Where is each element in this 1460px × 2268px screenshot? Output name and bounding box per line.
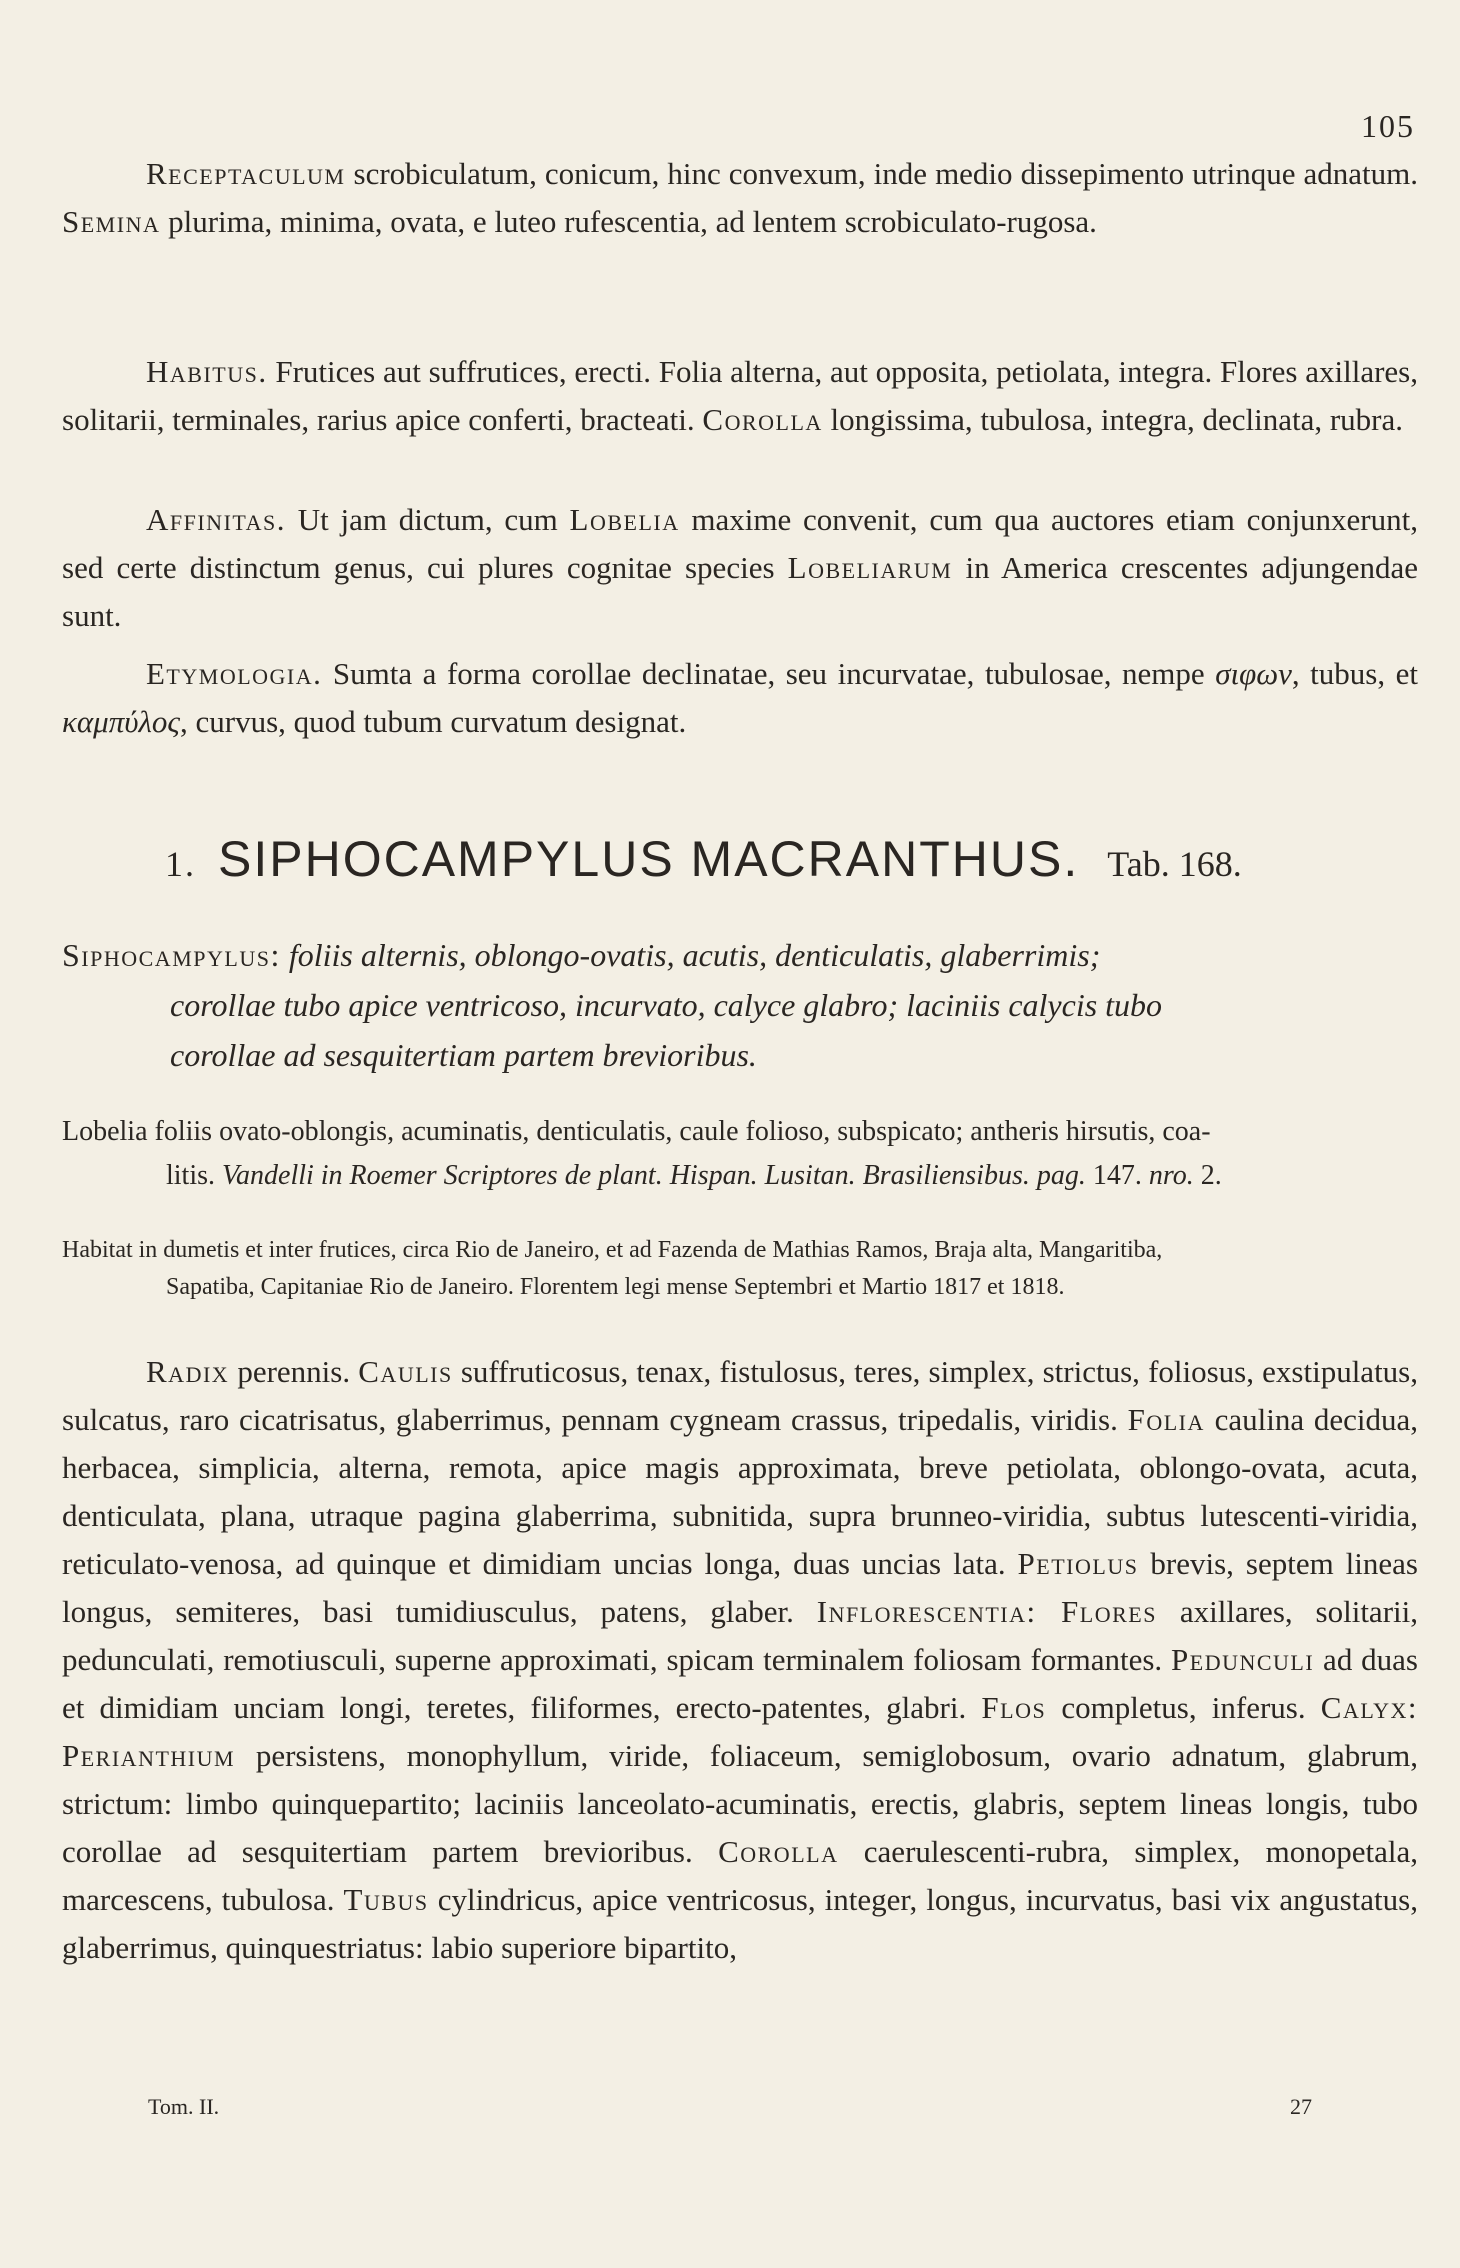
caulis-heading: Caulis — [358, 1354, 453, 1389]
etymologia-text: Sumta a forma corollae declinatae, seu incurvatae, tubulosae, nempe — [322, 656, 1216, 691]
volume-label: Tom. II. — [148, 2094, 220, 2119]
diagnosis-line-2: corollae tubo apice ventricoso, incurvato, calyce glabro; laciniis calycis tubo — [170, 987, 1163, 1023]
radix-heading: Radix — [146, 1354, 230, 1389]
habitat — [62, 1232, 1418, 1306]
synonym-nro: nro. — [1148, 1160, 1194, 1191]
affinitas-text-2: maxime convenit, cum qua auctores etiam conjunxerunt, sed certe distinctum genus, cui plures cognitae species — [62, 502, 1418, 585]
synonym-citation: Vandelli in Roemer Scriptores de plant. Hispan. Lusitan. Brasiliensibus. pag. — [222, 1160, 1086, 1191]
plate-reference: Tab. 168. — [1107, 844, 1242, 884]
synonym-line-2 — [62, 1154, 1418, 1198]
synonym-litis: litis. — [166, 1160, 223, 1191]
etymologia-paragraph — [62, 650, 1418, 746]
corolla-heading: Corolla — [702, 402, 823, 437]
semina-text: plurima, minima, ovata, e luteo rufescentia, ad lentem scrobiculato-rugosa. — [160, 204, 1097, 239]
description-text-8: persistens, monophyllum, viride, foliaceum, semiglobosum, ovario adnatum, glabrum, strictum: limbo quinquepartito; laciniis lanceolato-acuminatis, erectis, glabris, septem lineas longis, tubo corollae ad sesquitertiam partem brevioribus. — [62, 1738, 1418, 1869]
species-title — [165, 830, 1242, 888]
description-text-4: brevis, septem lineas longus, semiteres, basi tumidiusculus, patens, glaber. — [62, 1546, 1418, 1629]
flos-heading: Flos — [981, 1690, 1047, 1725]
synonym-line-1: Lobelia foliis ovato-oblongis, acuminatis, denticulatis, caule folioso, subspicato; antheris hirsutis, coa- — [62, 1116, 1211, 1147]
lobelia-name: Lobelia — [569, 502, 680, 537]
perianthium-heading: Perianthium — [62, 1738, 236, 1773]
synonym-page: 147. — [1085, 1160, 1149, 1191]
synonym — [62, 1110, 1418, 1198]
greek-word-kampylos: καμπύλος — [62, 704, 180, 739]
affinitas-heading: Affinitas. — [146, 502, 286, 537]
habitus-heading: Habitus. — [146, 354, 268, 389]
page-number: 105 — [1361, 108, 1415, 144]
diagnosis-genus: Siphocampylus: — [62, 937, 281, 973]
diagnosis — [62, 930, 1418, 1080]
semina-heading: Semina — [62, 204, 161, 239]
flores-heading: Flores — [1036, 1594, 1157, 1629]
lobeliarum-name: Lobeliarum — [787, 550, 953, 585]
species-name: SIPHOCAMPYLUS MACRANTHUS. — [218, 831, 1080, 887]
affinitas-text-3: in America crescentes adjungendae sunt. — [62, 550, 1418, 633]
corolla-description-heading: Corolla — [718, 1834, 839, 1869]
habitat-line-2: Sapatiba, Capitaniae Rio de Janeiro. Florentem legi mense Septembri et Martio 1817 et 1818. — [166, 1274, 1065, 1300]
description-text-1: perennis. — [229, 1354, 359, 1389]
petiolus-heading: Petiolus — [1017, 1546, 1139, 1581]
calyx-heading: Calyx: — [1320, 1690, 1418, 1725]
affinitas-paragraph — [62, 496, 1418, 640]
description-text-9: caerulescenti-rubra, simplex, monopetala, marcescens, tubulosa. — [62, 1834, 1418, 1917]
etymologia-heading: Etymologia. — [146, 656, 323, 691]
tubus-heading: Tubus — [343, 1882, 429, 1917]
synonym-number: 2. — [1193, 1160, 1222, 1191]
inflorescentia-heading: Inflorescentia: — [816, 1594, 1037, 1629]
receptaculum-paragraph — [62, 150, 1418, 246]
signature-mark: 27 — [1290, 2094, 1312, 2119]
etymologia-text-2: , tubus, et — [1291, 656, 1418, 691]
etymologia-text-3: , curvus, quod tubum curvatum designat. — [179, 704, 687, 739]
greek-word-siphon: σιφων — [1215, 656, 1292, 691]
habitus-paragraph — [62, 348, 1418, 444]
diagnosis-line-3: corollae ad sesquitertiam partem brevioribus. — [170, 1037, 757, 1073]
affinitas-text: Ut jam dictum, cum — [285, 502, 570, 537]
description-text-3: caulina decidua, herbacea, simplicia, alterna, remota, apice magis approximata, breve petiolata, oblongo-ovata, acuta, denticulata, plana, utraque pagina glaberrima, subnitida, supra brunneo-viridia, subtus lutescenti-viridia, reticulato-venosa, ad quinque et dimidiam uncias longa, duas uncias lata. — [62, 1402, 1418, 1581]
description-text-5: axillares, solitarii, pedunculati, remotiusculi, superne approximati, spicam terminalem foliosam formantes. — [62, 1594, 1418, 1677]
description-text-6: ad duas et dimidiam unciam longi, teretes, filiformes, erecto-patentes, glabri. — [62, 1642, 1418, 1725]
pedunculi-heading: Pedunculi — [1171, 1642, 1315, 1677]
description-text-7: completus, inferus. — [1046, 1690, 1321, 1725]
diagnosis-line-1: foliis alternis, oblongo-ovatis, acutis, denticulatis, glaberrimis; — [280, 937, 1101, 973]
habitus-text-2: longissima, tubulosa, integra, declinata, rubra. — [822, 402, 1404, 437]
habitus-text: Frutices aut suffrutices, erecti. Folia alterna, aut opposita, petiolata, integra. Flores axillares, solitarii, terminales, rarius apice conferti, bracteati. — [62, 354, 1418, 437]
receptaculum-heading: Receptaculum — [146, 156, 346, 191]
folia-heading: Folia — [1127, 1402, 1205, 1437]
habitat-line-1: Habitat in dumetis et inter frutices, circa Rio de Janeiro, et ad Fazenda de Mathias Ramos, Braja alta, Mangaritiba, — [62, 1237, 1163, 1263]
description-text-10: cylindricus, apice ventricosus, integer, longus, incurvatus, basi vix angustatus, glaberrimus, quinquestriatus: labio superiore bipartito, — [62, 1882, 1418, 1965]
receptaculum-text: scrobiculatum, conicum, hinc convexum, inde medio dissepimento utrinque adnatum. — [345, 156, 1418, 191]
description-paragraph — [62, 1348, 1418, 1972]
description-text-2: suffruticosus, tenax, fistulosus, teres, simplex, strictus, foliosus, exstipulatus, sulcatus, raro cicatrisatus, glaberrimus, pennam cygneam crassus, tripedalis, viridis. — [62, 1354, 1418, 1437]
species-number: 1. — [165, 844, 196, 884]
